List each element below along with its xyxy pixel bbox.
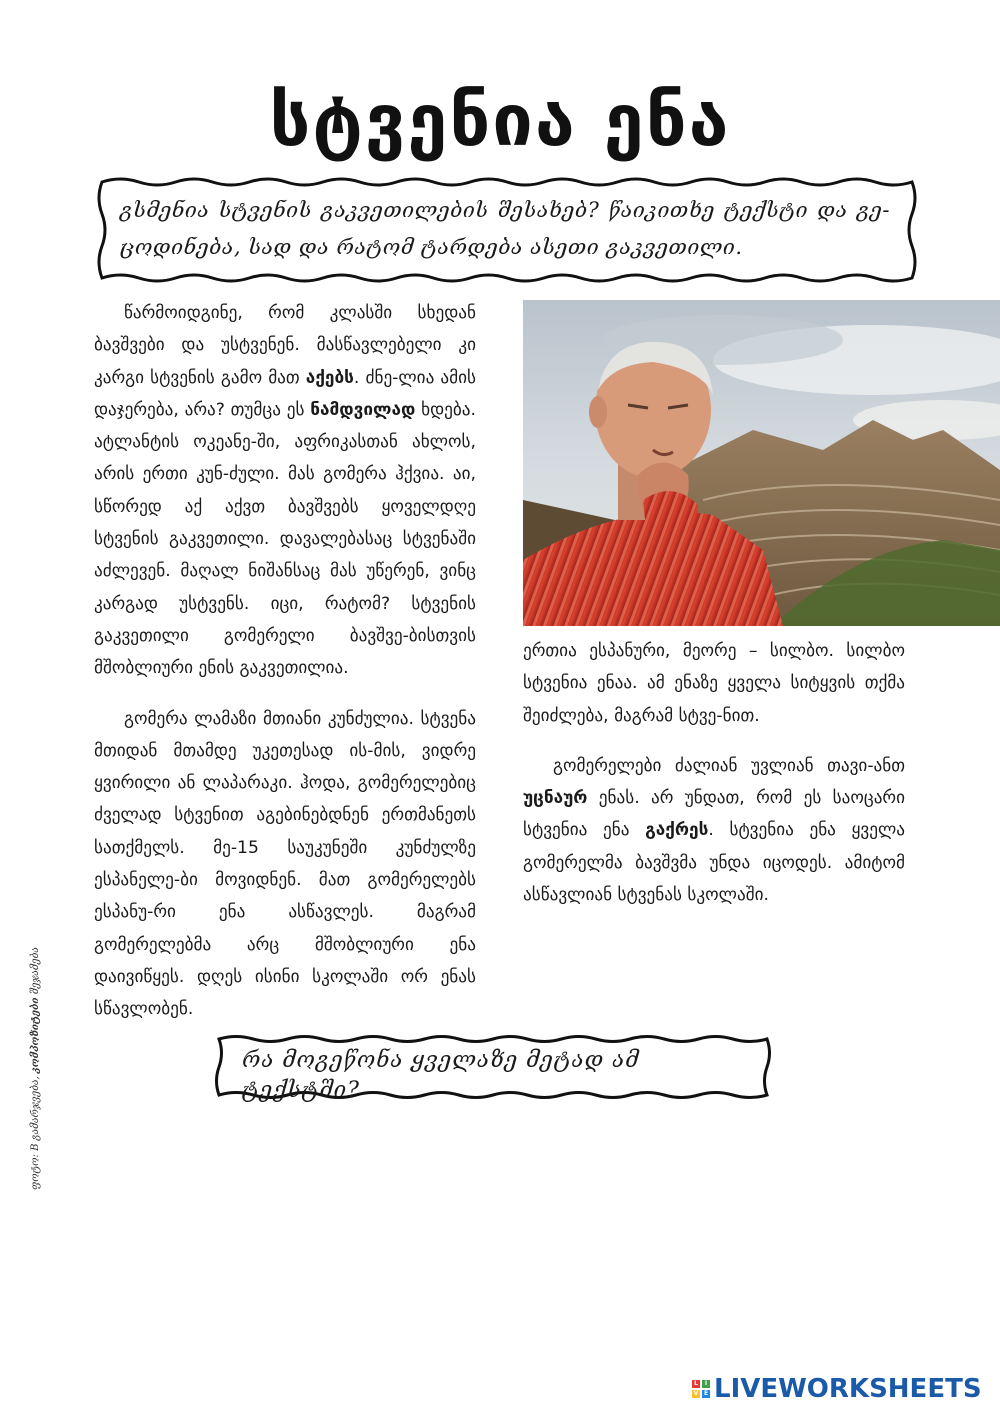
bold-word: უცნაურ: [523, 788, 588, 809]
page-title: სტვენია ენა: [269, 78, 731, 162]
right-column: [523, 635, 905, 911]
photo-man-mountains: [523, 300, 1000, 626]
text-run: წარმოიდგინე, რომ კლასში სხედან ბავშვები და უსტვენენ. მასწავლებელი კი კარგი სტვენის გამო მათ: [94, 303, 476, 388]
bold-word: ნამდვილად: [310, 399, 416, 420]
logo-letter-e: E: [703, 1390, 709, 1397]
text-run: ენას. არ უნდათ, რომ ეს საოცარი სტვენია ენა: [523, 788, 905, 841]
left-paragraph-1: [94, 297, 476, 685]
outro-prompt-box: [212, 1032, 774, 1102]
credit-suffix: შეჯამება: [30, 947, 41, 998]
logo-text: LIVEWORKSHEETS: [714, 1374, 982, 1404]
text-run: ხდება. ატლანტის ოკეანე-ში, აფრიკასთან ახლოს, არის ერთი კუნ-ძული. მას გომერა ჰქვია. აი, სწორედ აქ აქვთ ბავშვებს ყოველდღე სტვენის გაკვეთილი. დავალებასაც სტვენაში აძლევენ. მაღალ ნიშანსაც მას უწერენ, ვინც კარგად უსტვენს. იცი, რატომ? სტვენის გაკვეთილი გომერელი ბავშვე-ბისთვის მშობლიური ენის გაკვეთილია.: [94, 399, 476, 679]
text-run: გომერელები ძალიან უვლიან თავი-ანთ: [553, 755, 905, 776]
logo-letter-l: L: [692, 1380, 700, 1388]
logo-letter-v: V: [693, 1390, 699, 1397]
right-paragraph-1: ერთია ესპანური, მეორე – სილბო. სილბო სტვენია ენაა. ამ ენაზე ყველა სიტყვის თქმა შეიძლება, მაგრამ სტვე-ნით.: [523, 641, 905, 726]
outro-prompt-text: რა მოგეწონა ყველაზე მეტად ამ ტექსტში?: [242, 1048, 640, 1103]
text-run: . სტვენია ენა ყველა გომერელმა ბავშვმა უნდა იცოდეს. ამიტომ ასწავლიან სტვენას სკოლაში.: [523, 820, 905, 906]
text-run: . ძნე-ლია ამის დაჯერება, არა? თუმცა ეს: [94, 367, 476, 420]
liveworksheets-logo[interactable]: [692, 1374, 982, 1404]
bold-word: გაქრეს: [645, 820, 709, 841]
left-column: [94, 297, 476, 1026]
intro-prompt-text: გსმენია სტვენის გაკვეთილების შესახებ? წაიკითხე ტექსტი და გე-ცოდინება, სად და რატომ ტარდება ასეთი გაკვეთილი.: [120, 198, 890, 259]
photo-illustration: [523, 300, 1000, 626]
logo-letter-i: I: [702, 1380, 710, 1388]
photo-credit: [30, 940, 41, 1190]
credit-source: კომპოზიტები: [30, 997, 41, 1074]
credit-prefix: ფოტო:: [30, 1150, 41, 1190]
credit-author: B გამარჯვება,: [30, 1073, 41, 1151]
bold-word: აქებს: [305, 367, 354, 388]
logo-icon: [692, 1380, 710, 1398]
right-paragraph-2: [523, 750, 905, 911]
left-paragraph-2: გომერა ლამაზი მთიანი კუნძულია. სტვენა მთიდან მთამდე უკეთესად ის-მის, ვიდრე ყვირილი ან ლაპარაკი. ჰოდა, გომერელებიც ძველად სტვენით აგებინებდნენ ერთმანეთს სათქმელს. მე-15 საუკუნეში კუნძულზე ესპანელე-ბი მოვიდნენ. მათ გომერელებს ესპანუ-რი ენა ასწავლეს. მაგრამ გომერელებმა არც მშობლიური ენა დაივიწყეს. დღეს ისინი სკოლაში ორ ენას სწავლობენ.: [94, 708, 476, 1020]
intro-prompt-box: [94, 174, 920, 286]
